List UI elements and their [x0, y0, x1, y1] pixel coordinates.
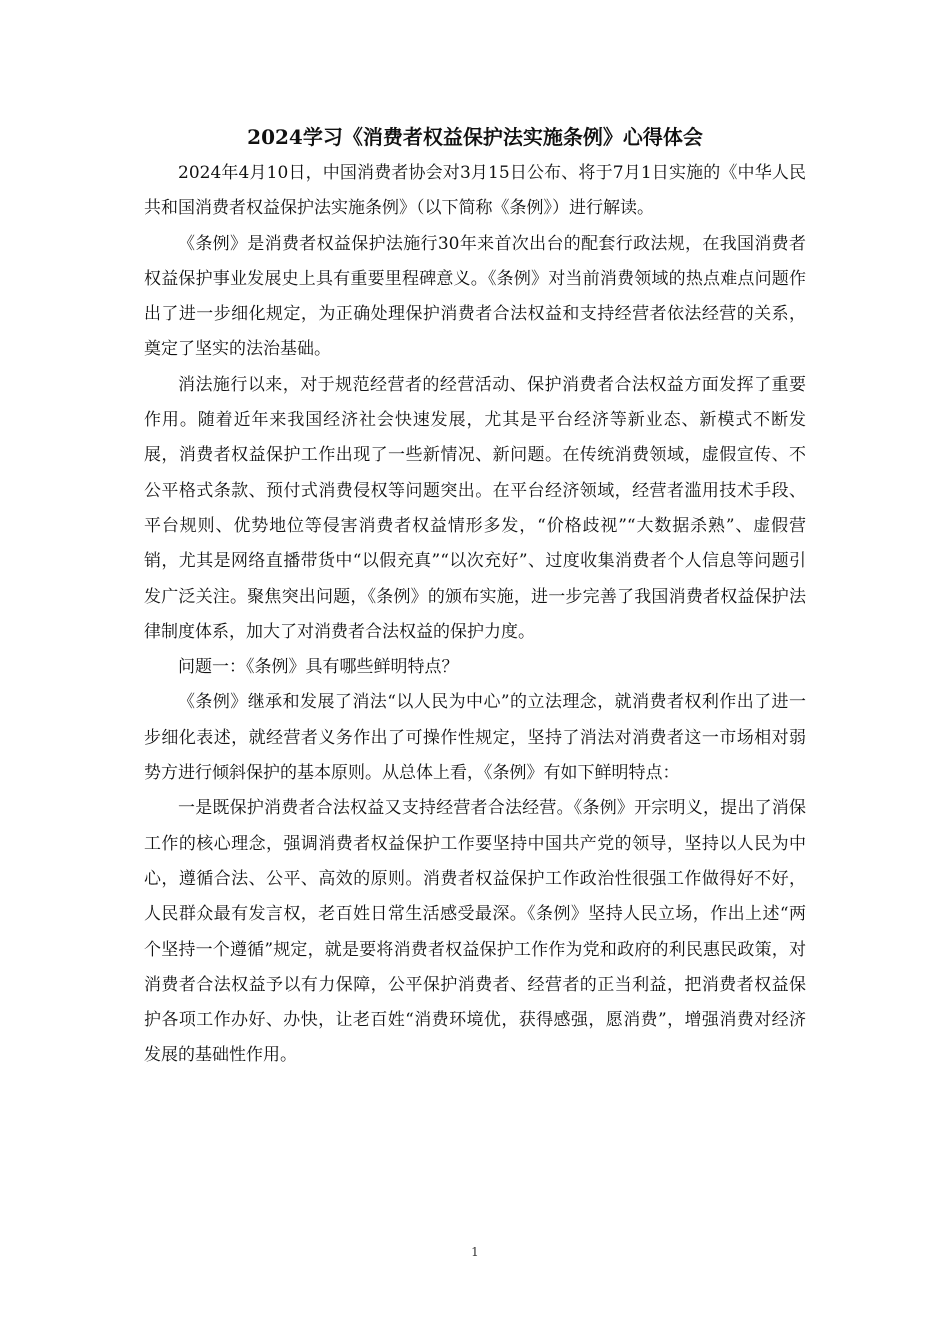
paragraph-release-date: 2024年4月10日，中国消费者协会对3月15日公布、将于7月1日实施的《中华人民共和国消费者权益保护法实施条例》（以下简称《条例》）进行解读。 [144, 163, 806, 219]
paragraph-significance: 《条例》是消费者权益保护法施行30年来首次出台的配套行政法规，在我国消费者权益保护事业发展史上具有重要里程碑意义。《条例》对当前消费领域的热点难点问题作出了进一步细化规定，为正确处理保护消费者合法权益和支持经营者依法经营的关系，奠定了坚实的法治基础。 [144, 233, 806, 360]
paragraph-question-one: 问题一：《条例》具有哪些鲜明特点？ [178, 657, 459, 678]
paragraph-background: 消法施行以来，对于规范经营者的经营活动、保护消费者合法权益方面发挥了重要作用。随着近年来我国经济社会快速发展，尤其是平台经济等新业态、新模式不断发展，消费者权益保护工作出现了一些新情况、新问题。在传统消费领域，虚假宣传、不公平格式条款、预付式消费侵权等问题突出。在平台经济领域，经营者滥用技术手段、平台规则、优势地位等侵害消费者权益情形多发，“价格歧视”“大数据杀熟”、虚假营销，尤其是网络直播带货中“以假充真”“以次充好”、过度收集消费者个人信息等问题引发广泛关注。聚焦突出问题，《条例》的颁布实施，进一步完善了我国消费者权益保护法律制度体系，加大了对消费者合法权益的保护力度。 [144, 374, 806, 642]
paragraph-features-intro: 《条例》继承和发展了消法“以人民为中心”的立法理念，就消费者权利作出了进一步细化表述，就经营者义务作出了可操作性规定，坚持了消法对消费者这一市场相对弱势方进行倾斜保护的基本原则。从总体上看，《条例》有如下鲜明特点： [144, 692, 806, 784]
paragraph-feature-one: 一是既保护消费者合法权益又支持经营者合法经营。《条例》开宗明义，提出了消保工作的核心理念，强调消费者权益保护工作要坚持中国共产党的领导，坚持以人民为中心，遵循合法、公平、高效的原则。消费者权益保护工作政治性很强工作做得好不好，人民群众最有发言权，老百姓日常生活感受最深。《条例》坚持人民立场，作出上述“两个坚持一个遵循”规定，就是要将消费者权益保护工作作为党和政府的利民惠民政策，对消费者合法权益予以有力保障，公平保护消费者、经营者的正当利益，把消费者权益保护各项工作办好、办快，让老百姓“消费环境优，获得感强，愿消费”，增强消费对经济发展的基础性作用。 [144, 798, 806, 1066]
document-title: 2024学习《消费者权益保护法实施条例》心得体会 [247, 125, 703, 149]
document-body [144, 118, 806, 1074]
page-number: 1 [471, 1245, 479, 1259]
